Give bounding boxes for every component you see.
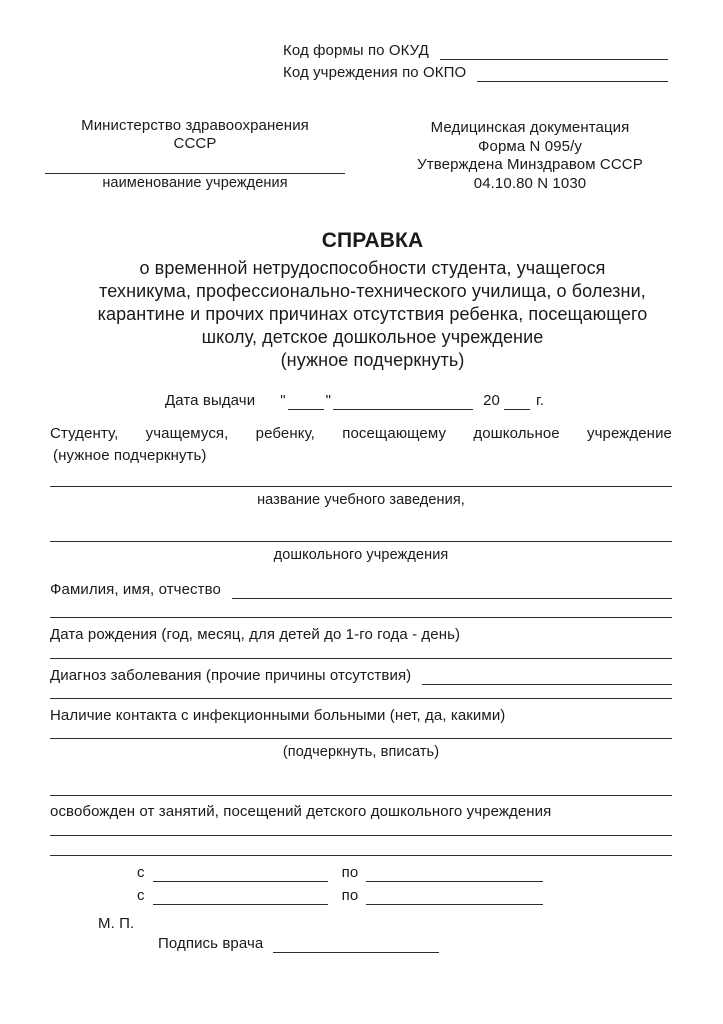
- doc-subtitle-line1: о временной нетрудоспособности студента, учащегося: [139, 258, 606, 278]
- signature-row: [158, 933, 439, 953]
- okpo-field[interactable]: [477, 81, 668, 82]
- addressee-line: Студенту, учащемуся, ребенку, посещающему дошкольное учреждение: [50, 425, 672, 442]
- signature-field[interactable]: [273, 952, 439, 953]
- released-label: освобожден от занятий, посещений детского дошкольного учреждения: [50, 803, 552, 820]
- doc-info-line1: Медицинская документация: [430, 119, 630, 136]
- fio-field[interactable]: [232, 598, 672, 599]
- diagnosis-label: Диагноз заболевания (прочие причины отсутствия): [50, 667, 412, 684]
- issue-month-field[interactable]: [333, 394, 473, 410]
- issue-day-field[interactable]: [288, 394, 324, 410]
- addressee-note: (нужное подчеркнуть): [53, 447, 207, 464]
- okpo-label: Код учреждения по ОКПО: [283, 64, 467, 81]
- issue-date-row: [165, 390, 544, 410]
- period-2-from-label: с: [137, 887, 145, 904]
- period-1-from-label: с: [137, 864, 145, 881]
- doc-subtitle-note: (нужное подчеркнуть): [280, 350, 465, 370]
- diagnosis-row: [50, 665, 672, 685]
- doc-info-line4: 04.10.80 N 1030: [473, 174, 587, 192]
- contact-label: Наличие контакта с инфекционными больными (нет, да, какими): [50, 707, 506, 724]
- birth-date-label: Дата рождения (год, месяц, для детей до 1-го года - день): [50, 626, 461, 643]
- ministry-line1: Министерство здравоохранения: [81, 117, 309, 134]
- doc-title: СПРАВКА: [321, 229, 424, 252]
- fio-row: [50, 578, 672, 599]
- fio-label: Фамилия, имя, отчество: [50, 581, 221, 598]
- period-1-to-label: по: [341, 864, 359, 881]
- okud-field[interactable]: [440, 59, 668, 60]
- doc-subtitle-line4: школу, детское дошкольное учреждение: [201, 327, 544, 347]
- issue-year-suffix: г.: [535, 392, 544, 409]
- period-1-from-field[interactable]: [153, 881, 328, 882]
- issue-date-open-quote: ": [280, 392, 286, 409]
- okpo-row: [283, 62, 668, 82]
- issue-year-century: 20: [483, 392, 500, 409]
- institution-caption-2: дошкольного учреждения: [273, 547, 449, 563]
- period-row-2: [137, 887, 543, 905]
- released-line-1-field[interactable]: [50, 835, 672, 836]
- okud-label: Код формы по ОКУД: [283, 42, 429, 59]
- doc-subtitle-line3: карантине и прочих причинах отсутствия ребенка, посещающего: [97, 304, 648, 324]
- released-line-2-field[interactable]: [50, 855, 672, 856]
- institution-line-1-field[interactable]: [50, 486, 672, 487]
- issuer-block: [45, 117, 345, 192]
- period-1-to-field[interactable]: [366, 881, 543, 882]
- doc-subtitle-line2: техникума, профессионально-технического училища, о болезни,: [99, 281, 646, 301]
- period-2-to-label: по: [341, 887, 359, 904]
- ministry-line2: СССР: [173, 135, 217, 152]
- period-row-1: [137, 864, 543, 882]
- doc-info-line2: Форма N 095/у: [478, 137, 582, 155]
- issue-date-label: Дата выдачи: [165, 392, 256, 409]
- period-2-from-field[interactable]: [153, 904, 328, 905]
- issue-date-close-quote: ": [325, 392, 332, 409]
- fio-extra-line-field[interactable]: [50, 617, 672, 618]
- contact-value-field[interactable]: [50, 738, 672, 739]
- birth-date-field[interactable]: [50, 658, 672, 659]
- diagnosis-extra-line-field[interactable]: [50, 698, 672, 699]
- okud-row: [283, 40, 668, 60]
- doc-info-line3: Утверждена Минздравом СССР: [417, 156, 643, 173]
- institution-caption: наименование учреждения: [102, 175, 288, 191]
- institution-caption-1: название учебного заведения,: [257, 492, 465, 508]
- issue-year-field[interactable]: [504, 394, 530, 410]
- contact-note: (подчеркнуть, вписать): [282, 744, 440, 760]
- period-2-to-field[interactable]: [366, 904, 543, 905]
- release-note-line-field[interactable]: [50, 795, 672, 796]
- diagnosis-field[interactable]: [422, 684, 672, 685]
- stamp-place-label: М. П.: [98, 915, 135, 932]
- institution-line-2-field[interactable]: [50, 541, 672, 542]
- institution-name-field[interactable]: [45, 153, 345, 174]
- doc-info-block: [390, 119, 670, 193]
- signature-label: Подпись врача: [158, 935, 264, 952]
